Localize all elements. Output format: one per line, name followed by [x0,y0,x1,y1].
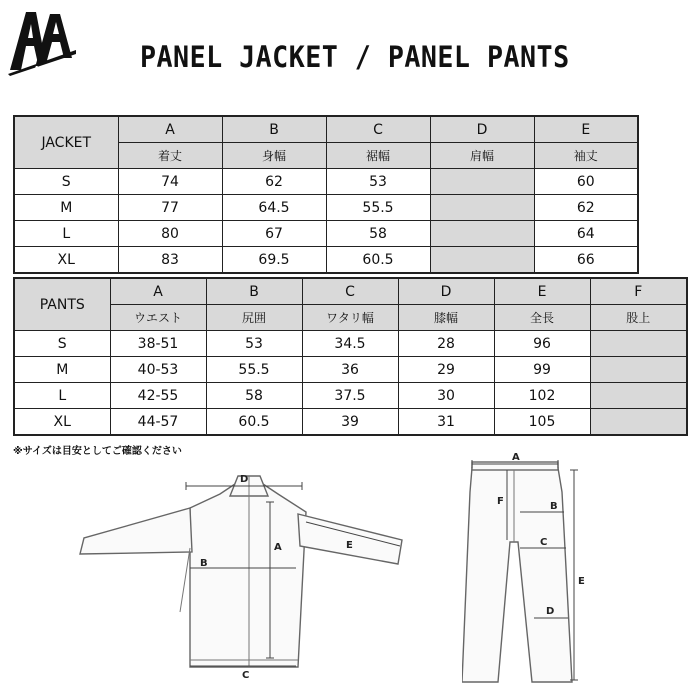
table-cell: 64.5 [222,195,326,221]
jacket-col-letter: B [222,116,326,143]
table-cell: 67 [222,221,326,247]
table-cell: 99 [494,357,590,383]
jacket-col-letter: D [430,116,534,143]
table-cell: 80 [118,221,222,247]
diagram-label-a: A [274,542,282,553]
table-cell-empty [590,383,687,409]
table-cell: 53 [326,169,430,195]
table-row [14,331,687,357]
table-row [14,357,687,383]
table-row [14,195,638,221]
diagram-label-d: D [546,606,555,617]
table-row [14,409,687,436]
page-title: PANEL JACKET / PANEL PANTS [140,40,570,74]
jacket-size-table [13,115,639,274]
pants-col-letter: D [398,278,494,305]
pants-col-name: 尻囲 [206,305,302,331]
pants-col-letter: F [590,278,687,305]
size-label: L [14,221,118,247]
table-cell: 62 [534,195,638,221]
jacket-col-name: 着丈 [118,143,222,169]
table-cell-empty [590,357,687,383]
logo-mark-text: AA [34,65,45,73]
diagram-label-b: B [550,501,558,512]
table-cell-empty [590,409,687,436]
table-cell: 30 [398,383,494,409]
table-cell: 36 [302,357,398,383]
pants-col-name: ワタリ幅 [302,305,398,331]
pants-col-name: 全長 [494,305,590,331]
table-cell: 58 [326,221,430,247]
table-cell: 83 [118,247,222,274]
pants-col-name: 股上 [590,305,687,331]
table-cell: 34.5 [302,331,398,357]
table-row [14,247,638,274]
table-cell: 40-53 [110,357,206,383]
pants-col-name: 膝幅 [398,305,494,331]
pants-col-letter: A [110,278,206,305]
table-cell-empty [430,169,534,195]
table-cell-empty [430,221,534,247]
table-row [14,221,638,247]
table-cell: 29 [398,357,494,383]
jacket-col-letter: A [118,116,222,143]
pants-diagram [462,452,600,694]
table-cell: 55.5 [326,195,430,221]
table-cell: 28 [398,331,494,357]
size-label: XL [14,247,118,274]
table-cell: 105 [494,409,590,436]
jacket-label: JACKET [14,116,118,169]
diagram-label-d: D [240,474,249,485]
table-cell: 58 [206,383,302,409]
size-note: ※サイズは目安としてご確認ください [13,446,182,457]
table-cell: 96 [494,331,590,357]
table-cell: 53 [206,331,302,357]
diagram-label-c: C [540,537,548,548]
pants-size-table [13,277,688,436]
table-cell: 102 [494,383,590,409]
size-label: S [14,169,118,195]
pants-col-letter: E [494,278,590,305]
table-cell: 66 [534,247,638,274]
brand-logo [6,4,78,76]
table-cell: 55.5 [206,357,302,383]
table-cell: 74 [118,169,222,195]
diagram-label-e: E [346,540,353,551]
table-cell: 60 [534,169,638,195]
size-label: XL [14,409,110,436]
pants-col-letter: B [206,278,302,305]
table-cell: 64 [534,221,638,247]
table-cell: 44-57 [110,409,206,436]
jacket-col-name: 裾幅 [326,143,430,169]
size-label: S [14,331,110,357]
pants-col-letter: C [302,278,398,305]
jacket-col-name: 袖丈 [534,143,638,169]
table-cell: 37.5 [302,383,398,409]
pants-col-name: ウエスト [110,305,206,331]
table-cell: 77 [118,195,222,221]
table-cell: 42-55 [110,383,206,409]
table-cell: 31 [398,409,494,436]
pants-label: PANTS [14,278,110,331]
jacket-diagram [70,462,415,694]
diagram-label-e: E [578,576,585,587]
diagram-label-b: B [200,558,208,569]
table-cell: 60.5 [326,247,430,274]
table-cell: 62 [222,169,326,195]
size-label: M [14,195,118,221]
size-label: M [14,357,110,383]
table-cell-empty [430,195,534,221]
table-cell-empty [430,247,534,274]
diagram-label-c: C [242,670,250,681]
jacket-col-letter: C [326,116,430,143]
jacket-col-name: 身幅 [222,143,326,169]
table-cell: 38-51 [110,331,206,357]
diagram-label-f: F [497,496,504,507]
table-cell: 39 [302,409,398,436]
table-row [14,383,687,409]
table-cell: 60.5 [206,409,302,436]
diagram-label-a: A [512,452,520,463]
table-cell-empty [590,331,687,357]
table-cell: 69.5 [222,247,326,274]
jacket-col-name: 肩幅 [430,143,534,169]
jacket-col-letter: E [534,116,638,143]
size-label: L [14,383,110,409]
table-row [14,169,638,195]
